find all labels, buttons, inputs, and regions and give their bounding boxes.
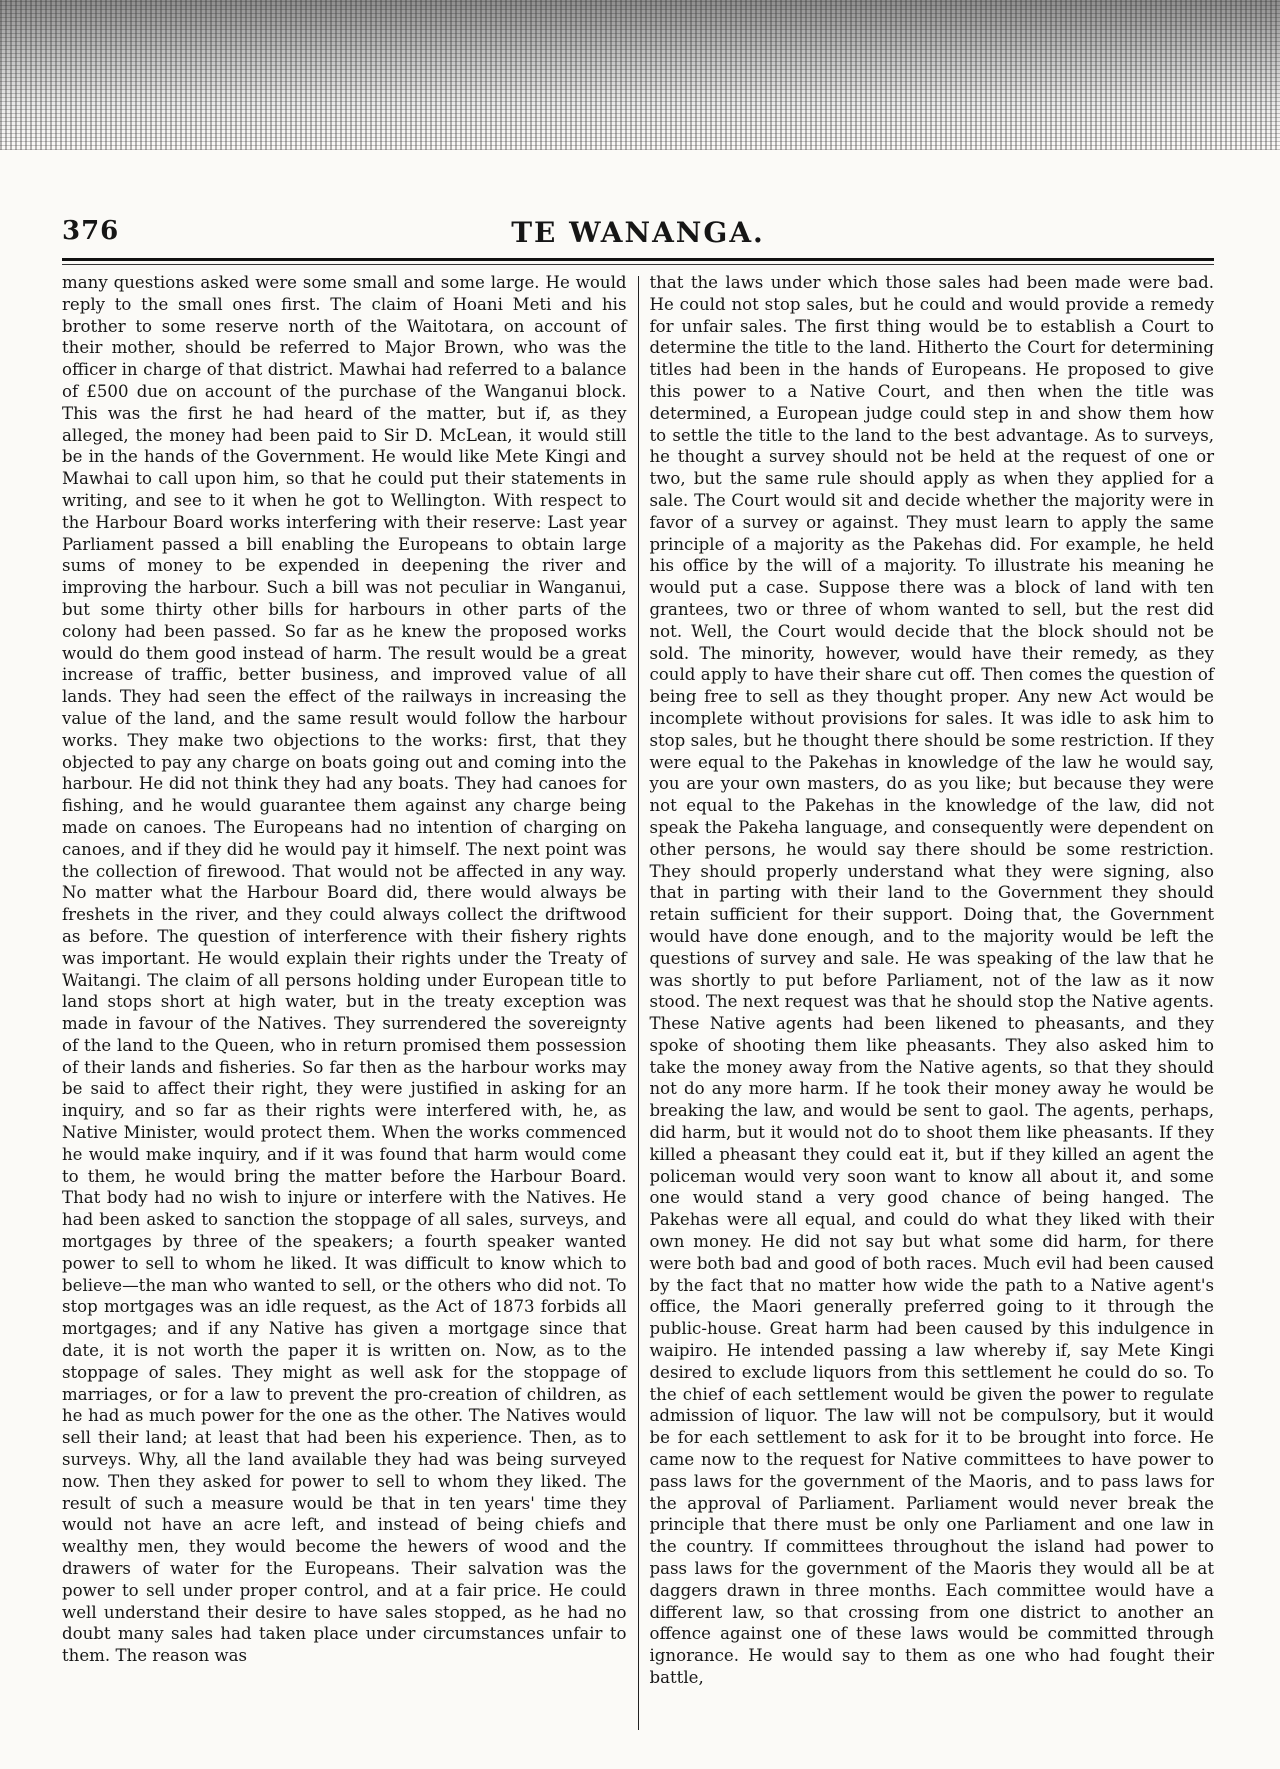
newspaper-page	[62, 210, 1214, 1730]
publication-title: TE WANANGA.	[511, 216, 765, 249]
header-rule	[62, 258, 1214, 261]
right-column-text: that the laws under which those sales had been made were bad. He could not stop sales, but he could and would provide a remedy for unfair sales. The first thing would be to establish a Court to determine the title to the land. Hitherto the Court for determining titles had been in the hands of Europeans. He proposed to give this power to a Native Court, and then when the title was determined, a European judge could step in and show them how to settle the title to the land to the best advantage. As to surveys, he thought a survey should not be held at the request of one or two, but the same rule should apply as when they applied for a sale. The Court would sit and decide whether the majority were in favor of a survey or against. They must learn to apply the same principle of a majority as the Pakehas did. For example, he held his office by the will of a majority. To illustrate his meaning he would put a case. Suppose there was a block of land with ten grantees, two or three of whom wanted to sell, but the rest did not. Well, the Court would decide that the block should not be sold. The minority, however, would have their remedy, as they could apply to have their share cut off. Then comes the question of being free to sell as they thought proper. Any new Act would be incomplete without provisions for sales. It was idle to ask him to stop sales, but he thought there should be some restriction. If they were equal to the Pakehas in knowledge of the law he would say, you are your own masters, do as you like; but because they were not equal to the Pakehas in the knowledge of the law, did not speak the Pakeha language, and consequently were dependent on other persons, he would say there should be some restriction. They should properly understand what they were signing, also that in parting with their land to the Government they should retain sufficient for their support. Doing that, the Government would have done enough, and to the majority would be left the questions of survey and sale. He was speaking of the law that he was shortly to put before Parliament, not of the law as it now stood. The next request was that he should stop the Native agents. These Native agents had been likened to pheasants, and they spoke of shooting them like pheasants. They also asked him to take the money away from the Native agents, so that they should not do any more harm. If he took their money away he would be breaking the law, and would be sent to gaol. The agents, perhaps, did harm, but it would not do to shoot them like pheasants. If they killed a pheasant they could eat it, but if they killed an agent the policeman would very soon want to know all about it, and some one would stand a very good chance of being hanged. The Pakehas were all equal, and could do what they liked with their own money. He did not say but what some did harm, for there were both bad and good of both races. Much evil had been caused by the fact that no matter how wide the path to a Native agent's office, the Maori generally preferred going to it through the public-house. Great harm had been caused by this indulgence in waipiro. He intended passing a law whereby if, say Mete Kingi desired to exclude liquors from this settlement he could do so. To the chief of each settlement would be given the power to regulate admission of liquor. The law will not be compulsory, but it would be for each settlement to ask for it to be brought into force. He came now to the request for Native committees to have power to pass laws for the government of the Maoris, and to pass laws for the approval of Parliament. Parliament would never break the principle that there must be only one Parliament and one law in the country. If committees throughout the island had power to pass laws for the government of the Maoris they would all be at daggers drawn in three months. Each committee would have a different law, so that crossing from one district to another an offence against one of these laws would be committed through ignorance. He would say to them as one who had fought their battle,	[649, 273, 1214, 1687]
page-number: 376	[62, 216, 120, 246]
scan-noise-band	[0, 0, 1280, 150]
right-column	[639, 272, 1215, 1730]
header-rule-thin	[62, 264, 1214, 265]
left-column	[62, 272, 638, 1730]
article-columns	[62, 272, 1214, 1730]
left-column-text: many questions asked were some small and some large. He would reply to the small ones first. The claim of Hoani Meti and his brother to some reserve north of the Waitotara, on account of their mother, should be referred to Major Brown, who was the officer in charge of that district. Mawhai had referred to a balance of £500 due on account of the purchase of the Wanganui block. This was the first he had heard of the matter, but if, as they alleged, the money had been paid to Sir D. McLean, it would still be in the hands of the Government. He would like Mete Kingi and Mawhai to call upon him, so that he could put their statements in writing, and see to it when he got to Wellington. With respect to the Harbour Board works interfering with their reserve: Last year Parliament passed a bill enabling the Europeans to obtain large sums of money to be expended in deepening the river and improving the harbour. Such a bill was not peculiar in Wanganui, but some thirty other bills for harbours in other parts of the colony had been passed. So far as he knew the proposed works would do them good instead of harm. The result would be a great increase of traffic, better business, and improved value of all lands. They had seen the effect of the railways in increasing the value of the land, and the same result would follow the harbour works. They make two objections to the works: first, that they objected to pay any charge on boats going out and coming into the harbour. He did not think they had any boats. They had canoes for fishing, and he would guarantee them against any charge being made on canoes. The Europeans had no intention of charging on canoes, and if they did he would pay it himself. The next point was the collection of firewood. That would not be affected in any way. No matter what the Harbour Board did, there would always be freshets in the river, and they could always collect the driftwood as before. The question of interference with their fishery rights was important. He would explain their rights under the Treaty of Waitangi. The claim of all persons holding under European title to land stops short at high water, but in the treaty exception was made in favour of the Natives. They surrendered the sovereignty of the land to the Queen, who in return promised them possession of their lands and fisheries. So far then as the harbour works may be said to affect their right, they were justified in asking for an inquiry, and so far as their rights were interfered with, he, as Native Minister, would protect them. When the works commenced he would make inquiry, and if it was found that harm would come to them, he would bring the matter before the Harbour Board. That body had no wish to injure or interfere with the Natives. He had been asked to sanction the stoppage of all sales, surveys, and mortgages by three of the speakers; a fourth speaker wanted power to sell to whom he liked. It was difficult to know which to believe—the man who wanted to sell, or the others who did not. To stop mortgages was an idle request, as the Act of 1873 forbids all mortgages; and if any Native has given a mortgage since that date, it is not worth the paper it is written on. Now, as to the stoppage of sales. They might as well ask for the stoppage of marriages, or for a law to prevent the pro-creation of children, as he had as much power for the one as the other. The Natives would sell their land; at least that had been his experience. Then, as to surveys. Why, all the land available they had was being surveyed now. Then they asked for power to sell to whom they liked. The result of such a measure would be that in ten years' time they would not have an acre left, and instead of being chiefs and wealthy men, they would become the hewers of wood and the drawers of water for the Europeans. Their salvation was the power to sell under proper control, and at a fair price. He could well understand their desire to have sales stopped, as he had no doubt many sales had taken place under circumstances unfair to them. The reason was	[62, 273, 627, 1666]
